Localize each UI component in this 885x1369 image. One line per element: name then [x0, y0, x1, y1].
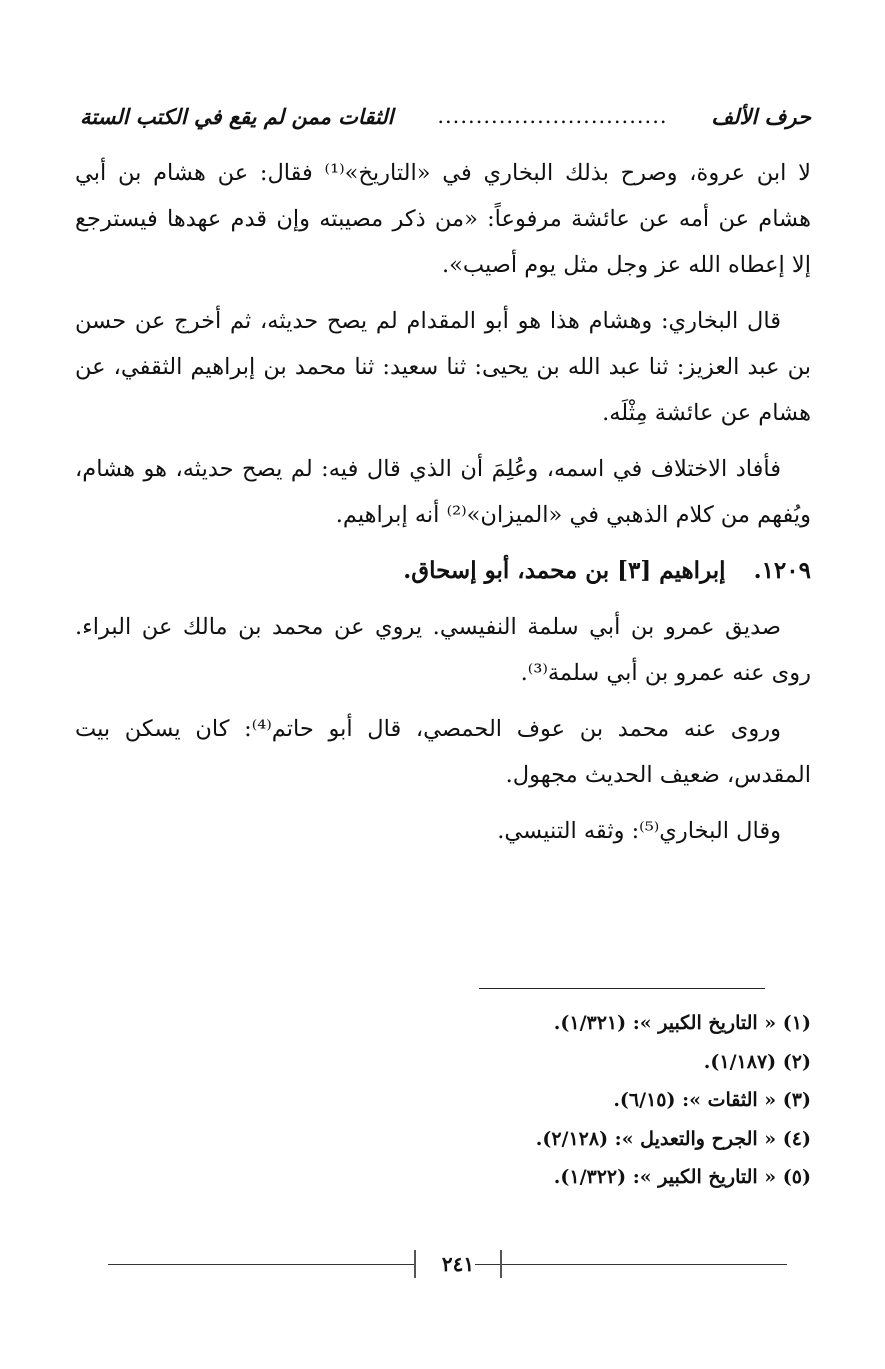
paragraph-5: وروى عنه محمد بن عوف الحمصي، قال أبو حاتم⁽⁴⁾: كان يسكن بيت المقدس، ضعيف الحديث مجهول.: [75, 716, 811, 788]
footnote-divider: [479, 988, 765, 989]
footnote-3: (٣) « الثقات »: (٦/١٥).: [613, 1089, 811, 1111]
footnote-4: (٤) « الجرح والتعديل »: (٢/١٢٨).: [535, 1127, 811, 1150]
paragraph-3: فأفاد الاختلاف في اسمه، وعُلِمَ أن الذي قال فيه: لم يصح حديثه، هو هشام، ويُفهم من كلام الذهبي في «الميزان»⁽²⁾ أنه إبراهيم.: [75, 456, 811, 528]
main-text: [75, 150, 811, 864]
entry-title: إبراهيم [٣] بن محمد، أبو إسحاق.: [403, 557, 726, 584]
entry-heading: [75, 548, 811, 594]
footer-rule-right: [475, 1264, 787, 1265]
footnote-5: (٥) « التاريخ الكبير »: (١/٣٢٢).: [553, 1166, 811, 1188]
footer-rule-left: [108, 1264, 416, 1265]
paragraph-2: قال البخاري: وهشام هذا هو أبو المقدام لم يصح حديثه، ثم أخرج عن حسن بن عبد العزيز: ثنا عبد الله بن يحيى: ثنا سعيد: ثنا محمد بن إبراهيم الثقفي، عن هشام عن عائشة مِثْلَه.: [75, 308, 811, 426]
paragraph-6: وقال البخاري⁽⁵⁾: وثقه التنيسي.: [497, 818, 781, 844]
footnotes: [75, 1004, 811, 1197]
footnote-2: (٢) (١/١٨٧).: [703, 1050, 811, 1073]
header-dots: ..............................: [437, 104, 668, 128]
paragraph-4: صديق عمرو بن أبي سلمة النفيسي. يروي عن محمد بن مالك عن البراء. روى عنه عمرو بن أبي سلمة⁽³⁾.: [75, 614, 811, 686]
header-chapter: حرف الألف: [711, 103, 811, 129]
page-number: ٢٤١: [414, 1250, 502, 1278]
header-book-title: الثقات ممن لم يقع في الكتب الستة: [80, 103, 394, 129]
paragraph-1: لا ابن عروة، وصرح بذلك البخاري في «التاريخ»⁽¹⁾ فقال: عن هشام بن أبي هشام عن أمه عن عائشة مرفوعاً: «من ذكر مصيبته وإن قدم عهدها فيسترجع إلا إعطاه الله عز وجل مثل يوم أصيب».: [75, 160, 811, 278]
running-header: [80, 98, 811, 134]
entry-number: ١٢٠٩.: [753, 557, 811, 584]
footnote-1: (١) « التاريخ الكبير »: (١/٣٢١).: [553, 1012, 811, 1034]
